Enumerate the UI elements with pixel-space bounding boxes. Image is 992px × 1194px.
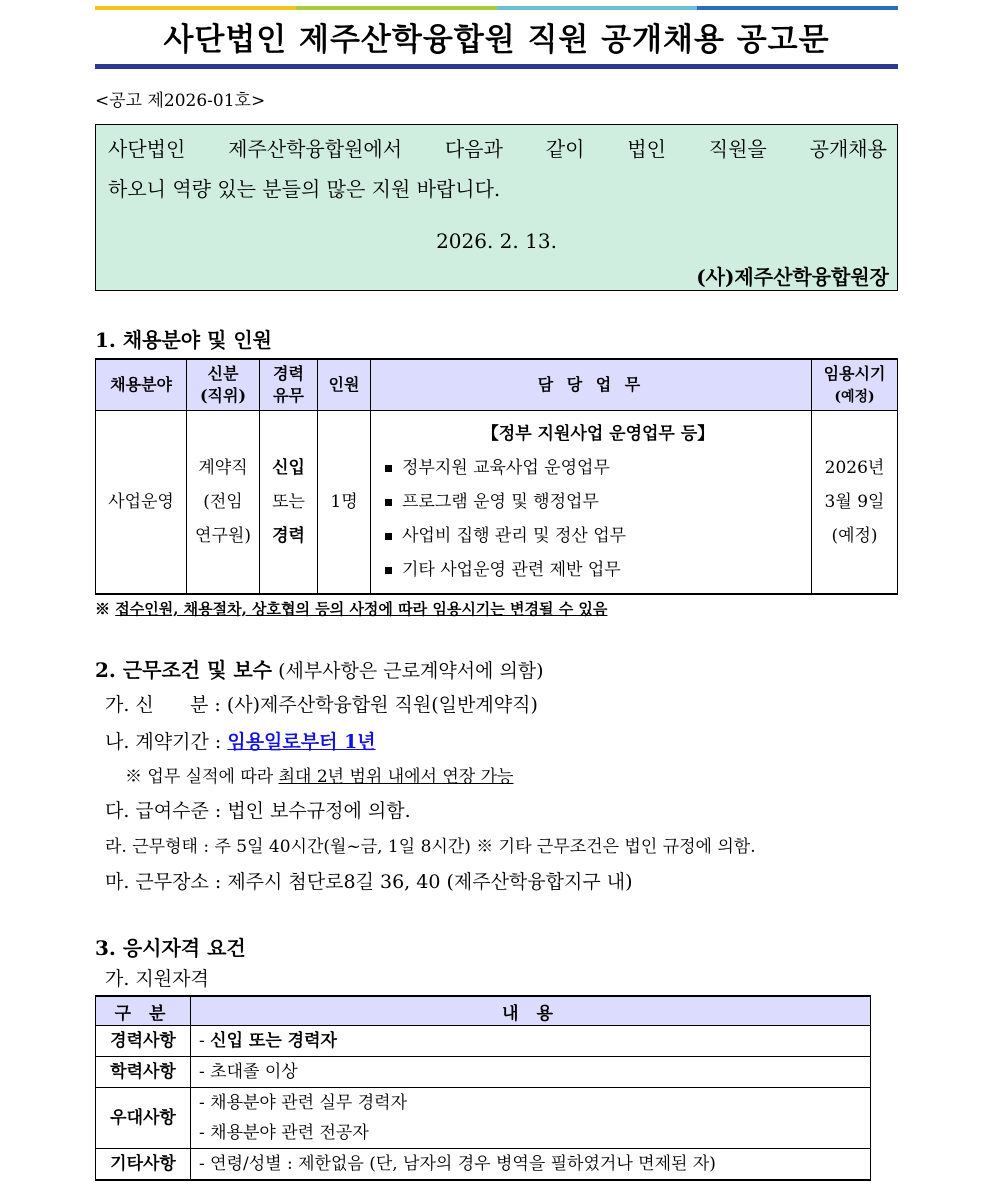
section-1-heading: 1. 채용분야 및 인원 xyxy=(95,328,273,352)
bullet-icon xyxy=(385,499,392,506)
color-segment-blue xyxy=(697,6,898,10)
section-3-heading: 3. 응시자격 요건 xyxy=(95,936,246,960)
signature: (사)제주산학융합원장 xyxy=(696,265,889,289)
intro-word: 제주산학융합원에서 xyxy=(228,137,403,161)
section-2-heading: 2. 근무조건 및 보수 (세부사항은 근로계약서에 의함) xyxy=(95,658,544,682)
list-item: 사업비 집행 관리 및 정산 업무 xyxy=(385,519,811,553)
row-label: 경력사항 xyxy=(96,1026,191,1057)
notice-number: <공고 제2026-01호> xyxy=(95,91,266,111)
intro-box xyxy=(95,124,898,291)
bullet-icon xyxy=(385,533,392,540)
intro-line-1 xyxy=(108,133,887,162)
intro-line-2: 하오니 역량 있는 분들의 많은 지원 바랍니다. xyxy=(108,177,501,201)
table-row xyxy=(96,1149,871,1181)
condition-contract: 나. 계약기간 : 임용일로부터 1년 xyxy=(105,731,376,753)
intro-word: 공개채용 xyxy=(809,137,887,161)
cell-field: 사업운영 xyxy=(96,411,187,595)
row-value: - 연령/성별 : 제한없음 (단, 남자의 경우 병역을 필하였거나 면제된 자) xyxy=(191,1149,871,1181)
condition-contract-note: ※ 업무 실적에 따라 최대 2년 범위 내에서 연장 가능 xyxy=(125,767,514,787)
header-duty: 담 당 업 무 xyxy=(371,359,812,411)
title-top-color-bar xyxy=(95,6,898,10)
intro-word: 법인 xyxy=(627,137,666,161)
condition-hours: 라. 근무형태 : 주 5일 40시간(월~금, 1일 8시간) ※ 기타 근무조건은 법인 규정에 의함. xyxy=(105,837,756,857)
intro-word: 직원을 xyxy=(708,137,767,161)
list-item: 정부지원 교육사업 운영업무 xyxy=(385,451,811,485)
table-row xyxy=(96,1088,871,1149)
intro-word: 사단법인 xyxy=(108,137,186,161)
table-row xyxy=(96,411,898,595)
table-header-row xyxy=(96,996,871,1026)
bullet-icon xyxy=(385,465,392,472)
page-title: 사단법인 제주산학융합원 직원 공개채용 공고문 xyxy=(163,22,830,58)
cell-career: 신입 또는 경력 xyxy=(260,411,318,595)
cell-count: 1명 xyxy=(318,411,371,595)
header-start: 임용시기 (예정) xyxy=(812,359,898,411)
row-label: 학력사항 xyxy=(96,1057,191,1088)
header-content: 내 용 xyxy=(191,996,871,1026)
intro-word: 같이 xyxy=(545,137,585,161)
condition-location: 마. 근무장소 : 제주시 첨단로8길 36, 40 (제주산학융합지구 내) xyxy=(105,871,633,893)
list-item: 프로그램 운영 및 행정업무 xyxy=(385,485,811,519)
table-row xyxy=(96,1026,871,1057)
color-segment-yellow xyxy=(95,6,296,10)
header-status: 신분 (직위) xyxy=(187,359,260,411)
bullet-icon xyxy=(385,567,392,574)
row-value: - 초대졸 이상 xyxy=(191,1057,871,1088)
row-label: 기타사항 xyxy=(96,1149,191,1181)
intro-word: 다음과 xyxy=(444,137,503,161)
notice-date: 2026. 2. 13. xyxy=(436,229,557,253)
condition-salary: 다. 급여수준 : 법인 보수규정에 의함. xyxy=(105,800,411,822)
section-1-note: ※ 접수인원, 채용절차, 상호협의 등의 사정에 따라 임용시기는 변경될 수 있음 xyxy=(95,600,608,618)
color-segment-cyan xyxy=(497,6,698,10)
qualification-table xyxy=(95,995,871,1181)
title-bottom-bar xyxy=(95,64,898,69)
recruitment-table xyxy=(95,358,898,595)
row-value: - 채용분야 관련 실무 경력자 - 채용분야 관련 전공자 xyxy=(191,1088,871,1149)
cell-duty xyxy=(371,411,812,595)
row-label: 우대사항 xyxy=(96,1088,191,1149)
header-field: 채용분야 xyxy=(96,359,187,411)
cell-start: 2026년 3월 9일 (예정) xyxy=(812,411,898,595)
cell-status: 계약직 (전임 연구원) xyxy=(187,411,260,595)
header-career: 경력 유무 xyxy=(260,359,318,411)
section-3-sub: 가. 지원자격 xyxy=(105,968,209,990)
condition-status: 가. 신 분 : (사)제주산학융합원 직원(일반계약직) xyxy=(105,694,538,716)
list-item: 기타 사업운영 관련 제반 업무 xyxy=(385,553,811,587)
header-count: 인원 xyxy=(318,359,371,411)
duty-heading: 【정부 지원사업 운영업무 등】 xyxy=(481,424,715,444)
table-row xyxy=(96,1057,871,1088)
table-header-row xyxy=(96,359,898,411)
color-segment-green xyxy=(296,6,497,10)
header-category: 구 분 xyxy=(96,996,191,1026)
row-value: - 신입 또는 경력자 xyxy=(191,1026,871,1057)
